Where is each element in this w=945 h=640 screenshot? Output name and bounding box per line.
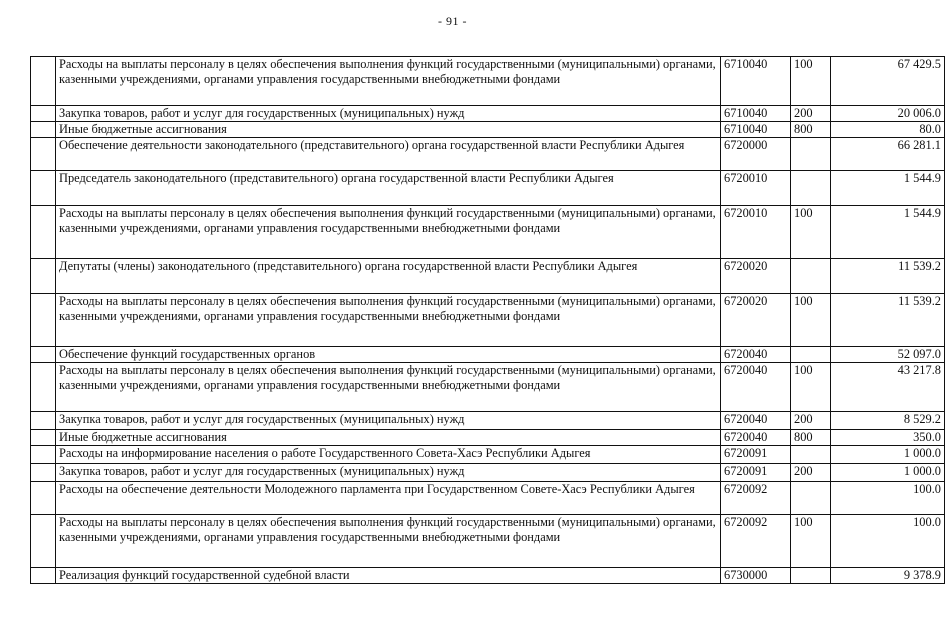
table-row [31,446,945,464]
empty-index-cell [31,294,56,347]
row-expense-type [791,446,831,464]
row-target-code: 6720010 [721,206,791,259]
row-expense-type [791,568,831,584]
row-target-code: 6720092 [721,482,791,515]
row-name: Закупка товаров, работ и услуг для государственных (муниципальных) нужд [56,412,721,430]
table-row [31,464,945,482]
row-name: Расходы на обеспечение деятельности Молодежного парламента при Государственном Совете-Хасэ Республики Адыгея [56,482,721,515]
empty-index-cell [31,430,56,446]
row-expense-type: 100 [791,206,831,259]
table-row [31,363,945,412]
table-row [31,259,945,294]
row-amount: 20 006.0 [831,106,945,122]
table-row [31,482,945,515]
row-expense-type: 200 [791,412,831,430]
row-target-code: 6720040 [721,363,791,412]
row-amount: 8 529.2 [831,412,945,430]
row-expense-type: 200 [791,464,831,482]
table-row [31,568,945,584]
table-row [31,515,945,568]
row-target-code: 6710040 [721,122,791,138]
empty-index-cell [31,206,56,259]
row-amount: 350.0 [831,430,945,446]
empty-index-cell [31,446,56,464]
row-target-code: 6720020 [721,294,791,347]
row-expense-type [791,171,831,206]
row-target-code: 6710040 [721,57,791,106]
row-name: Расходы на выплаты персоналу в целях обеспечения выполнения функций государственными (муниципальными) органами, казенными учреждениями, органами управления государственными внебюджетными фондами [56,57,721,106]
row-amount: 100.0 [831,515,945,568]
row-name: Иные бюджетные ассигнования [56,430,721,446]
row-name: Закупка товаров, работ и услуг для государственных (муниципальных) нужд [56,106,721,122]
empty-index-cell [31,412,56,430]
row-target-code: 6720020 [721,259,791,294]
row-name: Закупка товаров, работ и услуг для государственных (муниципальных) нужд [56,464,721,482]
row-amount: 67 429.5 [831,57,945,106]
row-amount: 1 000.0 [831,446,945,464]
row-amount: 11 539.2 [831,259,945,294]
empty-index-cell [31,515,56,568]
empty-index-cell [31,363,56,412]
row-amount: 1 544.9 [831,171,945,206]
row-name: Обеспечение деятельности законодательного (представительного) органа государственной власти Республики Адыгея [56,138,721,171]
empty-index-cell [31,568,56,584]
row-expense-type: 100 [791,57,831,106]
row-amount: 1 544.9 [831,206,945,259]
row-target-code: 6720091 [721,446,791,464]
row-expense-type: 100 [791,515,831,568]
row-amount: 52 097.0 [831,347,945,363]
row-expense-type: 800 [791,122,831,138]
row-expense-type [791,259,831,294]
table-row [31,412,945,430]
table-row [31,294,945,347]
row-target-code: 6720000 [721,138,791,171]
budget-table [30,56,945,584]
row-amount: 43 217.8 [831,363,945,412]
empty-index-cell [31,464,56,482]
row-expense-type [791,138,831,171]
table-row [31,106,945,122]
row-name: Обеспечение функций государственных органов [56,347,721,363]
table-row [31,138,945,171]
empty-index-cell [31,122,56,138]
table-row [31,122,945,138]
row-expense-type: 100 [791,363,831,412]
row-name: Депутаты (члены) законодательного (представительного) органа государственной власти Республики Адыгея [56,259,721,294]
empty-index-cell [31,259,56,294]
row-target-code: 6720040 [721,412,791,430]
table-row [31,57,945,106]
row-name: Расходы на информирование населения о работе Государственного Совета-Хасэ Республики Адыгея [56,446,721,464]
row-name: Иные бюджетные ассигнования [56,122,721,138]
page-number: - 91 - [438,14,467,28]
row-amount: 11 539.2 [831,294,945,347]
table-row [31,171,945,206]
table-row [31,347,945,363]
row-target-code: 6720040 [721,430,791,446]
row-target-code: 6720010 [721,171,791,206]
row-name: Расходы на выплаты персоналу в целях обеспечения выполнения функций государственными (муниципальными) органами, казенными учреждениями, органами управления государственными внебюджетными фондами [56,294,721,347]
row-expense-type [791,482,831,515]
empty-index-cell [31,347,56,363]
row-expense-type: 100 [791,294,831,347]
empty-index-cell [31,482,56,515]
row-amount: 9 378.9 [831,568,945,584]
row-amount: 66 281.1 [831,138,945,171]
row-name: Расходы на выплаты персоналу в целях обеспечения выполнения функций государственными (муниципальными) органами, казенными учреждениями, органами управления государственными внебюджетными фондами [56,363,721,412]
table-row [31,206,945,259]
empty-index-cell [31,57,56,106]
row-amount: 100.0 [831,482,945,515]
row-name: Реализация функций государственной судебной власти [56,568,721,584]
row-target-code: 6720040 [721,347,791,363]
empty-index-cell [31,171,56,206]
row-amount: 80.0 [831,122,945,138]
row-name: Расходы на выплаты персоналу в целях обеспечения выполнения функций государственными (муниципальными) органами, казенными учреждениями, органами управления государственными внебюджетными фондами [56,206,721,259]
row-expense-type: 200 [791,106,831,122]
row-target-code: 6730000 [721,568,791,584]
row-name: Расходы на выплаты персоналу в целях обеспечения выполнения функций государственными (муниципальными) органами, казенными учреждениями, органами управления государственными внебюджетными фондами [56,515,721,568]
row-expense-type [791,347,831,363]
row-target-code: 6710040 [721,106,791,122]
row-amount: 1 000.0 [831,464,945,482]
table-row [31,430,945,446]
row-target-code: 6720091 [721,464,791,482]
empty-index-cell [31,106,56,122]
empty-index-cell [31,138,56,171]
row-name: Председатель законодательного (представительного) органа государственной власти Республики Адыгея [56,171,721,206]
row-expense-type: 800 [791,430,831,446]
row-target-code: 6720092 [721,515,791,568]
